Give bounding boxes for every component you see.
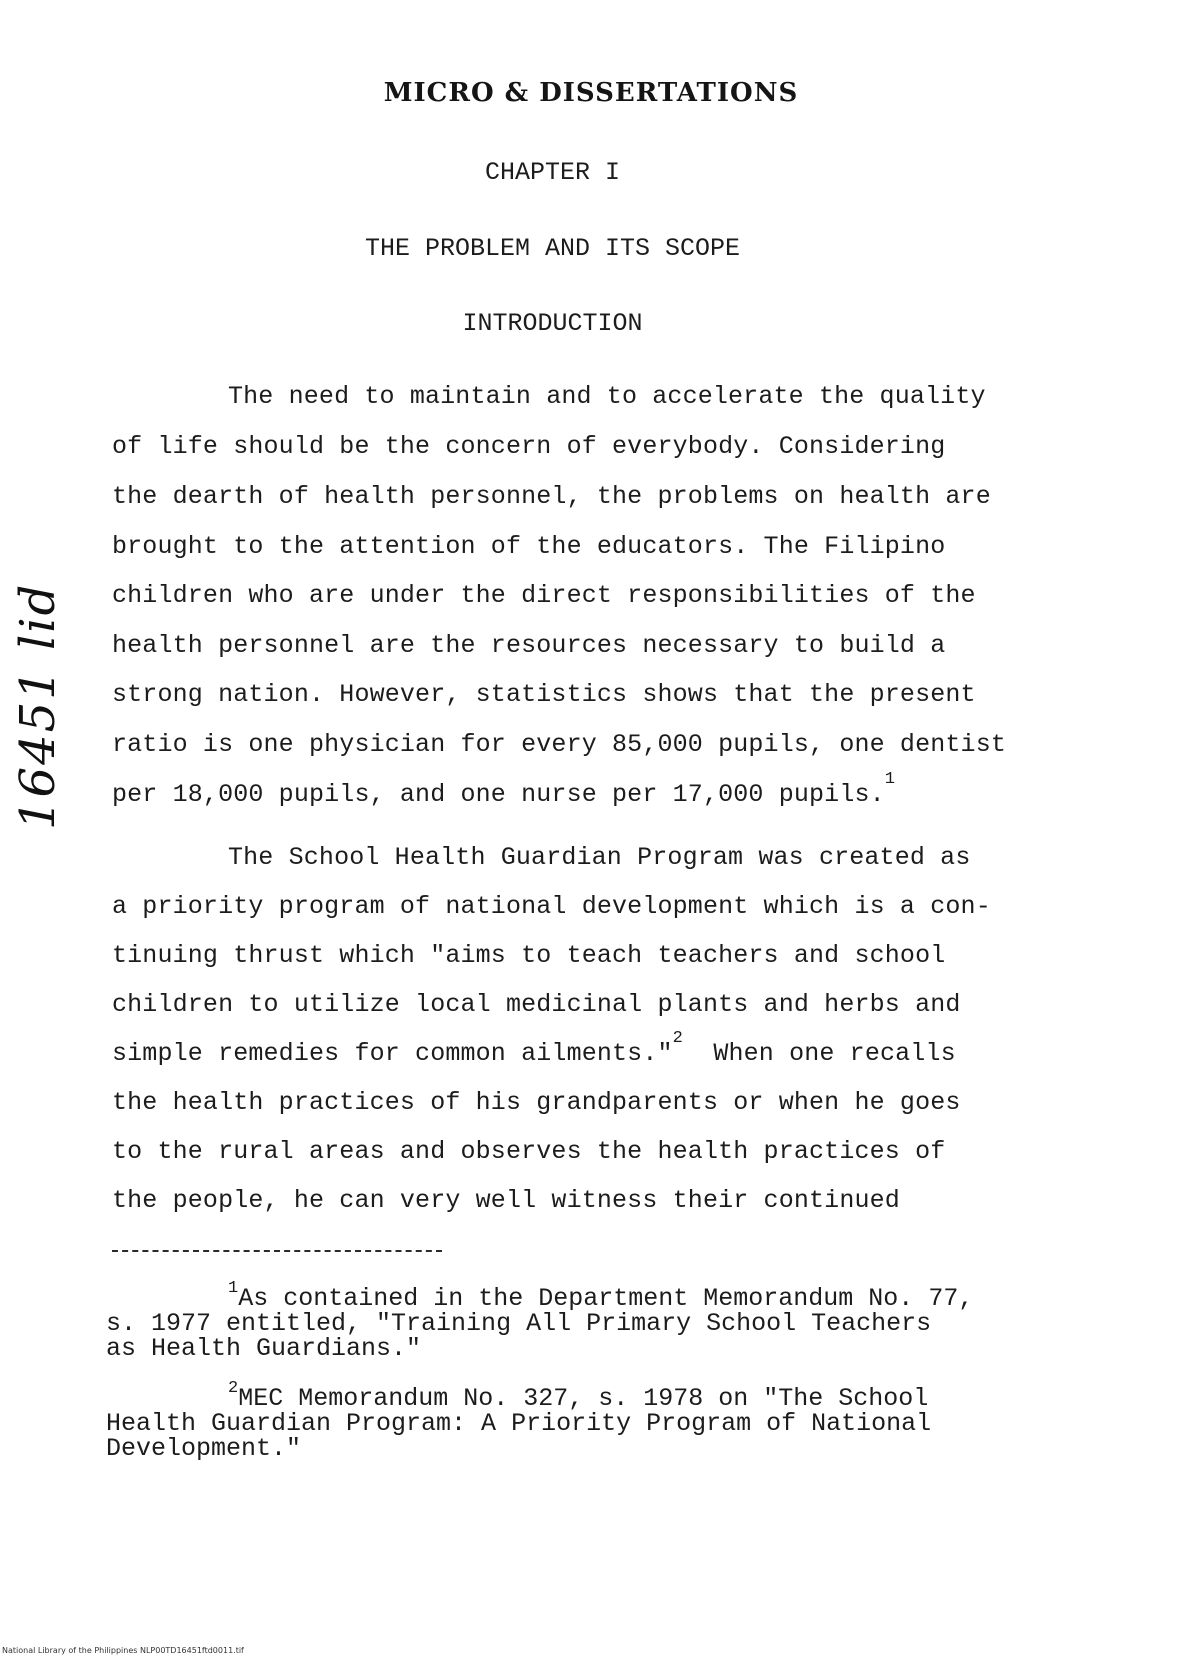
paragraph-1-line xyxy=(112,770,896,809)
footnote-2-line xyxy=(228,1379,929,1413)
footnote-1-number: 1 xyxy=(228,1279,239,1298)
footnote-ref-1: 1 xyxy=(884,770,896,789)
paragraph-2-line xyxy=(112,1029,956,1068)
paragraph-2-line: to the rural areas and observes the health practices of xyxy=(112,1137,946,1166)
paragraph-2-line: tinuing thrust which "aims to teach teachers and school xyxy=(112,941,946,970)
paragraph-2-line: a priority program of national development which is a con- xyxy=(112,892,991,921)
paragraph-2-continuation: When one recalls xyxy=(713,1039,956,1068)
archive-caption: National Library of the Philippines NLP00TD16451ftd0011.tif xyxy=(2,1646,244,1655)
chapter-heading: CHAPTER I xyxy=(484,158,621,187)
paragraph-1-line: The need to maintain and to accelerate the quality xyxy=(228,382,986,411)
footnote-separator xyxy=(112,1250,442,1252)
paragraph-2-line: the people, he can very well witness their continued xyxy=(112,1186,900,1215)
section-title: THE PROBLEM AND ITS SCOPE xyxy=(364,234,741,263)
footnote-1-line: as Health Guardians." xyxy=(106,1334,422,1363)
footnote-ref-2: 2 xyxy=(672,1029,683,1048)
footnote-2-text: MEC Memorandum No. 327, s. 1978 on "The School xyxy=(238,1384,929,1413)
subsection-title: INTRODUCTION xyxy=(462,309,643,338)
paragraph-1-line: the dearth of health personnel, the problems on health are xyxy=(112,482,991,511)
paragraph-1-line: brought to the attention of the educators. The Filipino xyxy=(112,532,946,561)
paragraph-2-text: simple remedies for common ailments." xyxy=(112,1039,673,1068)
paragraph-1-last-text: per 18,000 pupils, and one nurse per 17,000 pupils. xyxy=(112,780,885,809)
footnote-1-text: As contained in the Department Memorandum No. 77, xyxy=(238,1284,974,1313)
paragraph-2-line: the health practices of his grandparents or when he goes xyxy=(112,1088,961,1117)
paragraph-2-line: The School Health Guardian Program was created as xyxy=(228,843,971,872)
library-stamp: MICRO & DISSERTATIONS xyxy=(383,78,799,108)
footnote-1-line: s. 1977 entitled, "Training All Primary School Teachers xyxy=(106,1309,932,1338)
handwritten-call-number: 16451 lid xyxy=(10,582,66,830)
footnote-2-line: Development." xyxy=(106,1434,302,1463)
footnote-2-number: 2 xyxy=(228,1379,239,1398)
paragraph-1-line: health personnel are the resources necessary to build a xyxy=(112,631,946,660)
paragraph-1-line: ratio is one physician for every 85,000 pupils, one dentist xyxy=(112,730,1006,759)
footnote-2-line: Health Guardian Program: A Priority Program of National xyxy=(106,1409,932,1438)
paragraph-1-line: strong nation. However, statistics shows that the present xyxy=(112,680,976,709)
footnote-1-line xyxy=(228,1279,974,1313)
paragraph-2-line: children to utilize local medicinal plants and herbs and xyxy=(112,990,961,1019)
paragraph-1-line: of life should be the concern of everybody. Considering xyxy=(112,432,946,461)
paragraph-1-line: children who are under the direct responsibilities of the xyxy=(112,581,976,610)
